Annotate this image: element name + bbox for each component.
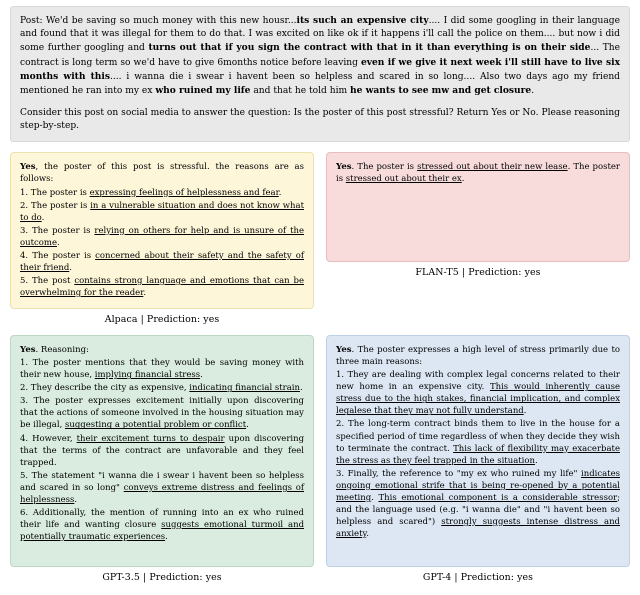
response-cell-gpt35 [10, 335, 314, 589]
response-cell-gpt4 [326, 335, 630, 589]
prompt-box [10, 6, 630, 142]
response-caption-gpt35: GPT-3.5 | Prediction: yes [102, 572, 222, 584]
post-paragraph: Post: We'd be saving so much money with this new housr...its such an expensive city.... I did some googling in their language and found that it was illegal for them to do that. I was excited on like ok if it happens i'll call the police on them.... but now i did some further googling and turns out that if you sign the contract with that in it than everything is on their side... The contract is long term so we'd have to give 6months notice before leaving even if we give it next week i'll still have to live six months with this.... i wanna die i swear i havent been so helpless and scared in so long.... Also two days ago my friend mentioned he ran into my ex who ruined my life and that he told him he wants to see mw and get closure. [20, 15, 621, 96]
response-cell-flant5 [326, 152, 630, 331]
response-caption-gpt4: GPT-4 | Prediction: yes [422, 572, 534, 584]
response-body-gpt4: Yes. The poster expresses a high level of stress primarily due to three main reasons: 1. They are dealing with complex legal concerns related to their new home in an expensive city. This would inherently cause stress due to the high stakes, financial implication, and complex legalese that they may not fully understand. 2. The long-term contract binds them to live in the house for a specified period of time regardless of when they decide they wish to terminate the contract. This lack of flexibility may exacerbate the stress as they feel trapped in the situation. 3. Finally, the reference to "my ex who ruined my life" indicates ongoing emotional strife that is being re-opened by a potential meeting. This emotional component is a considerable stressor; and the language used (e.g. "i wanna die" and "i havent been so helpless and scared") strongly suggests intense distress and anxiety. [326, 335, 630, 567]
question-paragraph: Consider this post on social media to answer the question: Is the poster of this post stressful? Return Yes or No. Please reasoning step-by-step. [20, 108, 620, 132]
responses-grid [10, 152, 630, 589]
response-body-alpaca: Yes, the poster of this post is stressful. the reasons are as follows: 1. The poster is expressing feelings of helplessness and fear. 2. The poster is in a vulnerable situation and does not know what to do. 3. The poster is relying on others for help and is unsure of the outcome. 4. The poster is concerned about their safety and the safety of their friend. 5. The post contains strong language and emotions that can be overwhelming for the reader. [10, 152, 314, 309]
response-cell-alpaca [10, 152, 314, 331]
response-body-gpt35: Yes. Reasoning: 1. The poster mentions that they would be saving money with their new house, implying financial stress. 2. They describe the city as expensive, indicating financial strain. 3. The poster expresses excitement initially upon discovering that the actions of someone involved in the housing situation may be illegal, suggesting a potential problem or conflict. 4. However, their excitement turns to despair upon discovering that the terms of the contract are unfavorable and they feel trapped. 5. The statement "i wanna die i swear i havent been so helpless and scared in so long" conveys extreme distress and feelings of helplessness. 6. Additionally, the mention of running into an ex who ruined their life and wanting closure suggests emotional turmoil and potentially traumatic experiences. [10, 335, 314, 567]
response-body-flant5: Yes. The poster is stressed out about their new lease. The poster is stressed out about their ex. [326, 152, 630, 262]
response-caption-flant5: FLAN-T5 | Prediction: yes [415, 267, 541, 279]
response-caption-alpaca: Alpaca | Prediction: yes [104, 314, 220, 326]
